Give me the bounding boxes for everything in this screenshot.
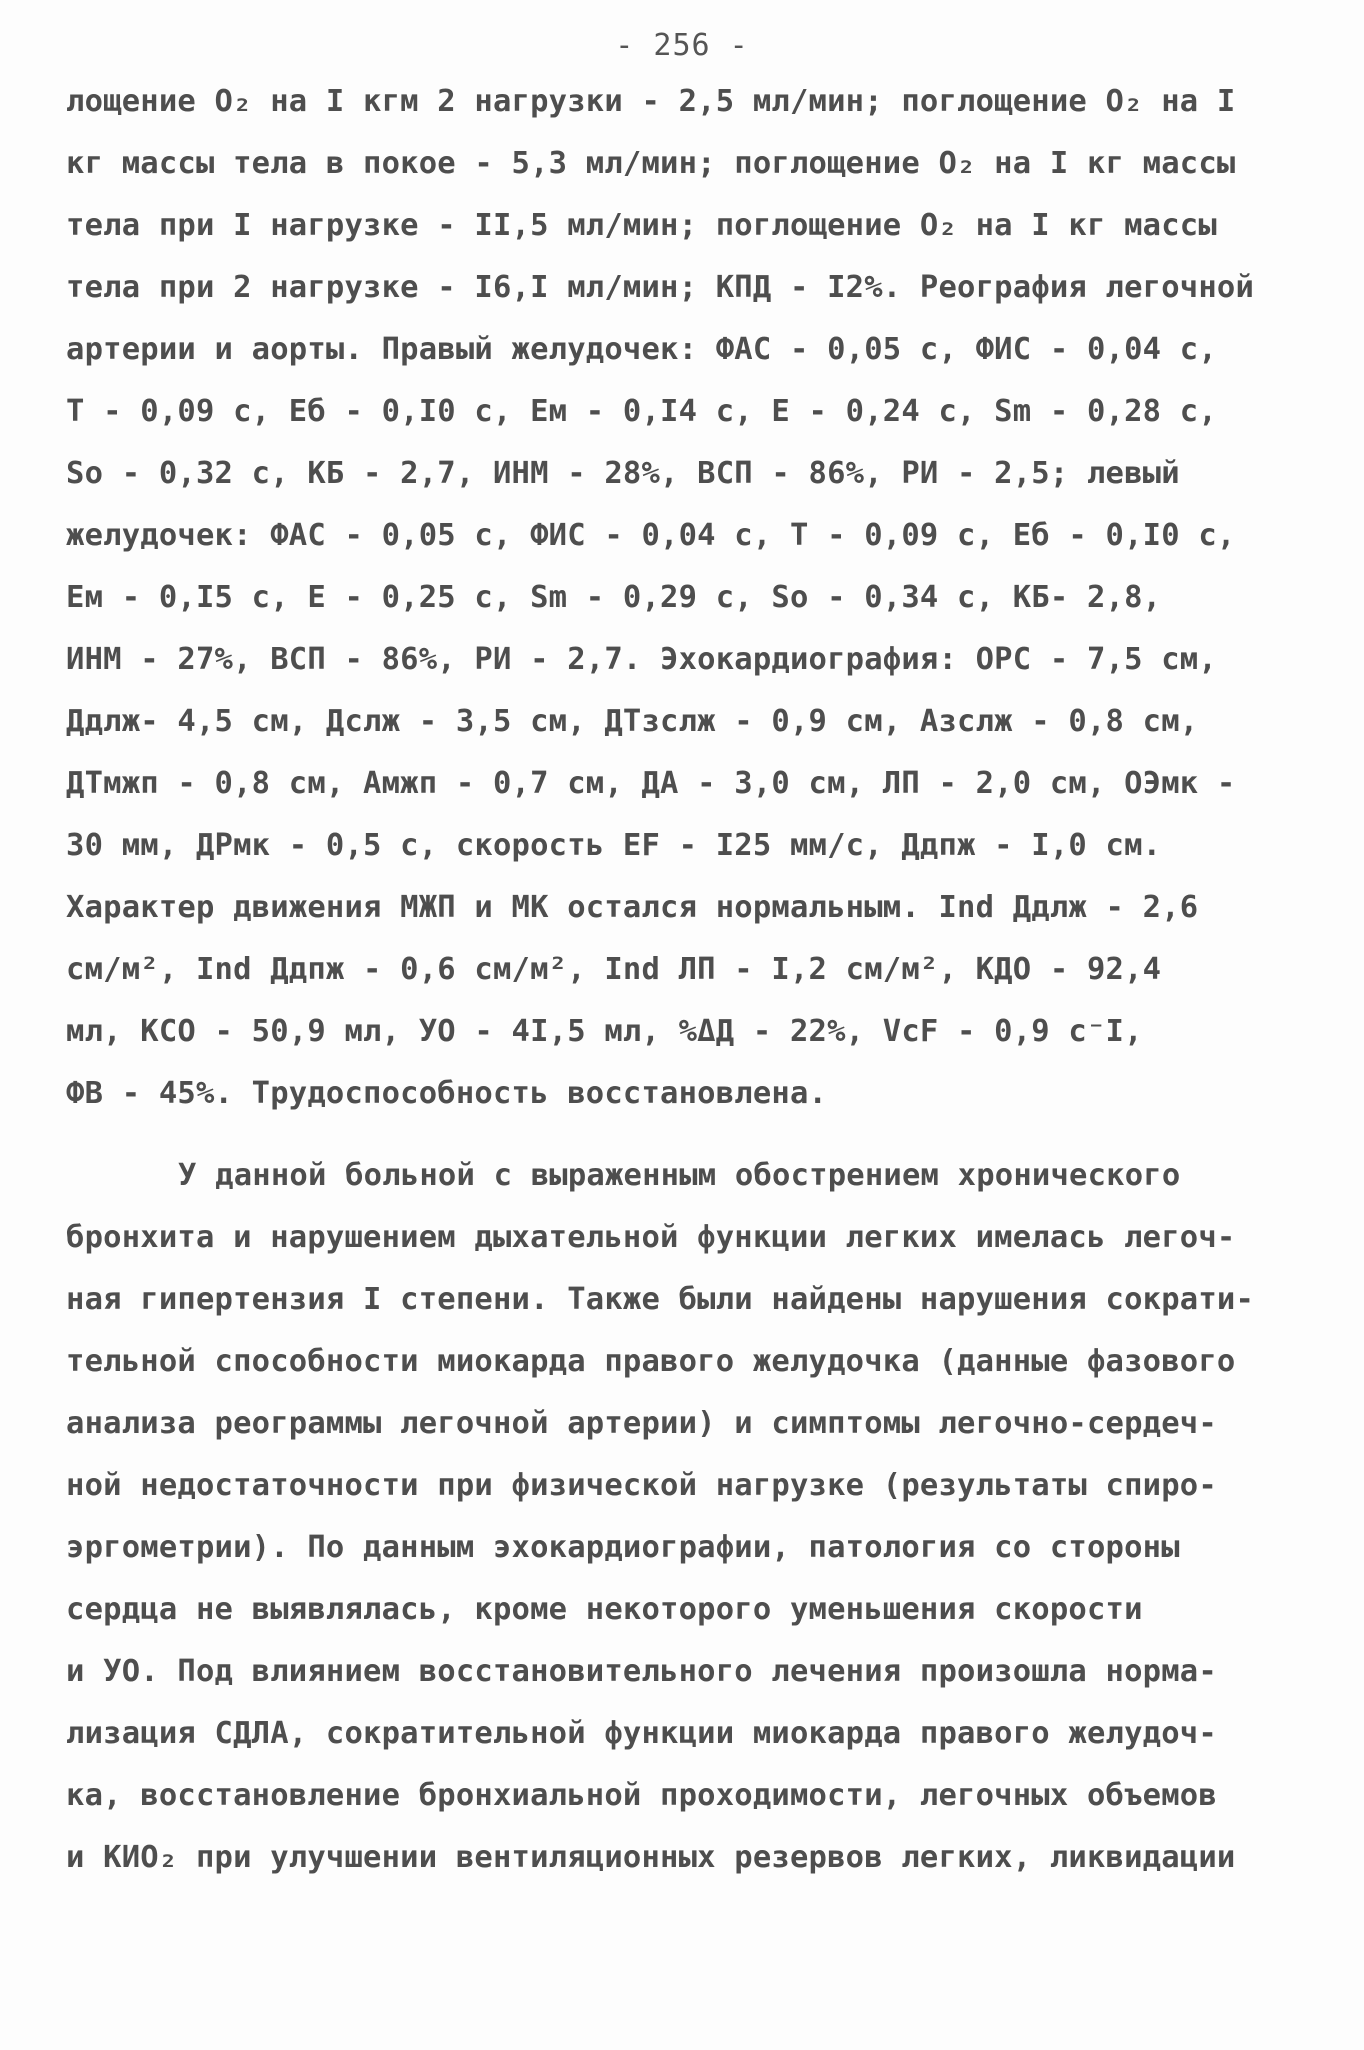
text-line: ДТмжп - 0,8 см, Амжп - 0,7 см, ДА - 3,0 см, ЛП - 2,0 см, ОЭмк - (66, 766, 1236, 801)
text-line: ной недостаточности при физической нагрузке (результаты спиро- (66, 1468, 1217, 1503)
text-line: So - 0,32 с, КБ - 2,7, ИНМ - 28%, ВСП - 86%, РИ - 2,5; левый (66, 456, 1180, 491)
page-number: - 256 - (615, 28, 749, 63)
text-line: кг массы тела в покое - 5,3 мл/мин; поглощение О₂ на I кг массы (66, 146, 1236, 181)
text-line: тела при 2 нагрузке - I6,I мл/мин; КПД - I2%. Реография легочной (66, 270, 1255, 305)
text-line: и КИО₂ при улучшении вентиляционных резервов легких, ликвидации (66, 1840, 1236, 1875)
text-line: ФВ - 45%. Трудоспособность восстановлена. (66, 1076, 828, 1111)
text-line: лизация СДЛА, сократительной функции миокарда правого желудоч- (66, 1716, 1217, 1751)
text-line: ка, восстановление бронхиальной проходимости, легочных объемов (66, 1778, 1217, 1813)
text-line: Ем - 0,I5 с, Е - 0,25 с, Sm - 0,29 с, So - 0,34 с, КБ- 2,8, (66, 580, 1162, 615)
text-line: тела при I нагрузке - II,5 мл/мин; поглощение О₂ на I кг массы (66, 208, 1217, 243)
text-line: лощение О₂ на I кгм 2 нагрузки - 2,5 мл/мин; поглощение О₂ на I (66, 84, 1236, 119)
text-line: У данной больной с выраженным обострением хронического (178, 1158, 1181, 1193)
text-line: и УО. Под влиянием восстановительного лечения произошла норма- (66, 1654, 1217, 1689)
text-line: 30 мм, ДРмк - 0,5 с, скорость EF - I25 мм/с, Ддпж - I,0 см. (66, 828, 1162, 863)
text-line: бронхита и нарушением дыхательной функции легких имелась легоч- (66, 1220, 1236, 1255)
text-line: мл, КСО - 50,9 мл, УО - 4I,5 мл, %ΔД - 22%, VcF - 0,9 с⁻I, (66, 1014, 1143, 1049)
text-line: Т - 0,09 с, Еб - 0,I0 с, Ем - 0,I4 с, Е - 0,24 с, Sm - 0,28 с, (66, 394, 1217, 429)
text-line: Характер движения МЖП и МК остался нормальным. Ind Ддлж - 2,6 (66, 890, 1199, 925)
text-line: сердца не выявлялась, кроме некоторого уменьшения скорости (66, 1592, 1143, 1627)
text-line: эргометрии). По данным эхокардиографии, патология со стороны (66, 1530, 1180, 1565)
text-line: см/м², Ind Ддпж - 0,6 см/м², Ind ЛП - I,2 см/м², КДО - 92,4 (66, 952, 1162, 987)
text-line: артерии и аорты. Правый желудочек: ФАС - 0,05 с, ФИС - 0,04 с, (66, 332, 1217, 367)
text-line: анализа реограммы легочной артерии) и симптомы легочно-сердеч- (66, 1406, 1217, 1441)
text-line: ная гипертензия I степени. Также были найдены нарушения сократи- (66, 1282, 1255, 1317)
text-line: тельной способности миокарда правого желудочка (данные фазового (66, 1344, 1236, 1379)
text-line: ИНМ - 27%, ВСП - 86%, РИ - 2,7. Эхокардиография: ОРС - 7,5 см, (66, 642, 1217, 677)
text-line: Ддлж- 4,5 см, Дслж - 3,5 см, ДТзслж - 0,9 см, Азслж - 0,8 см, (66, 704, 1199, 739)
text-line: желудочек: ФАС - 0,05 с, ФИС - 0,04 с, Т - 0,09 с, Еб - 0,I0 с, (66, 518, 1236, 553)
